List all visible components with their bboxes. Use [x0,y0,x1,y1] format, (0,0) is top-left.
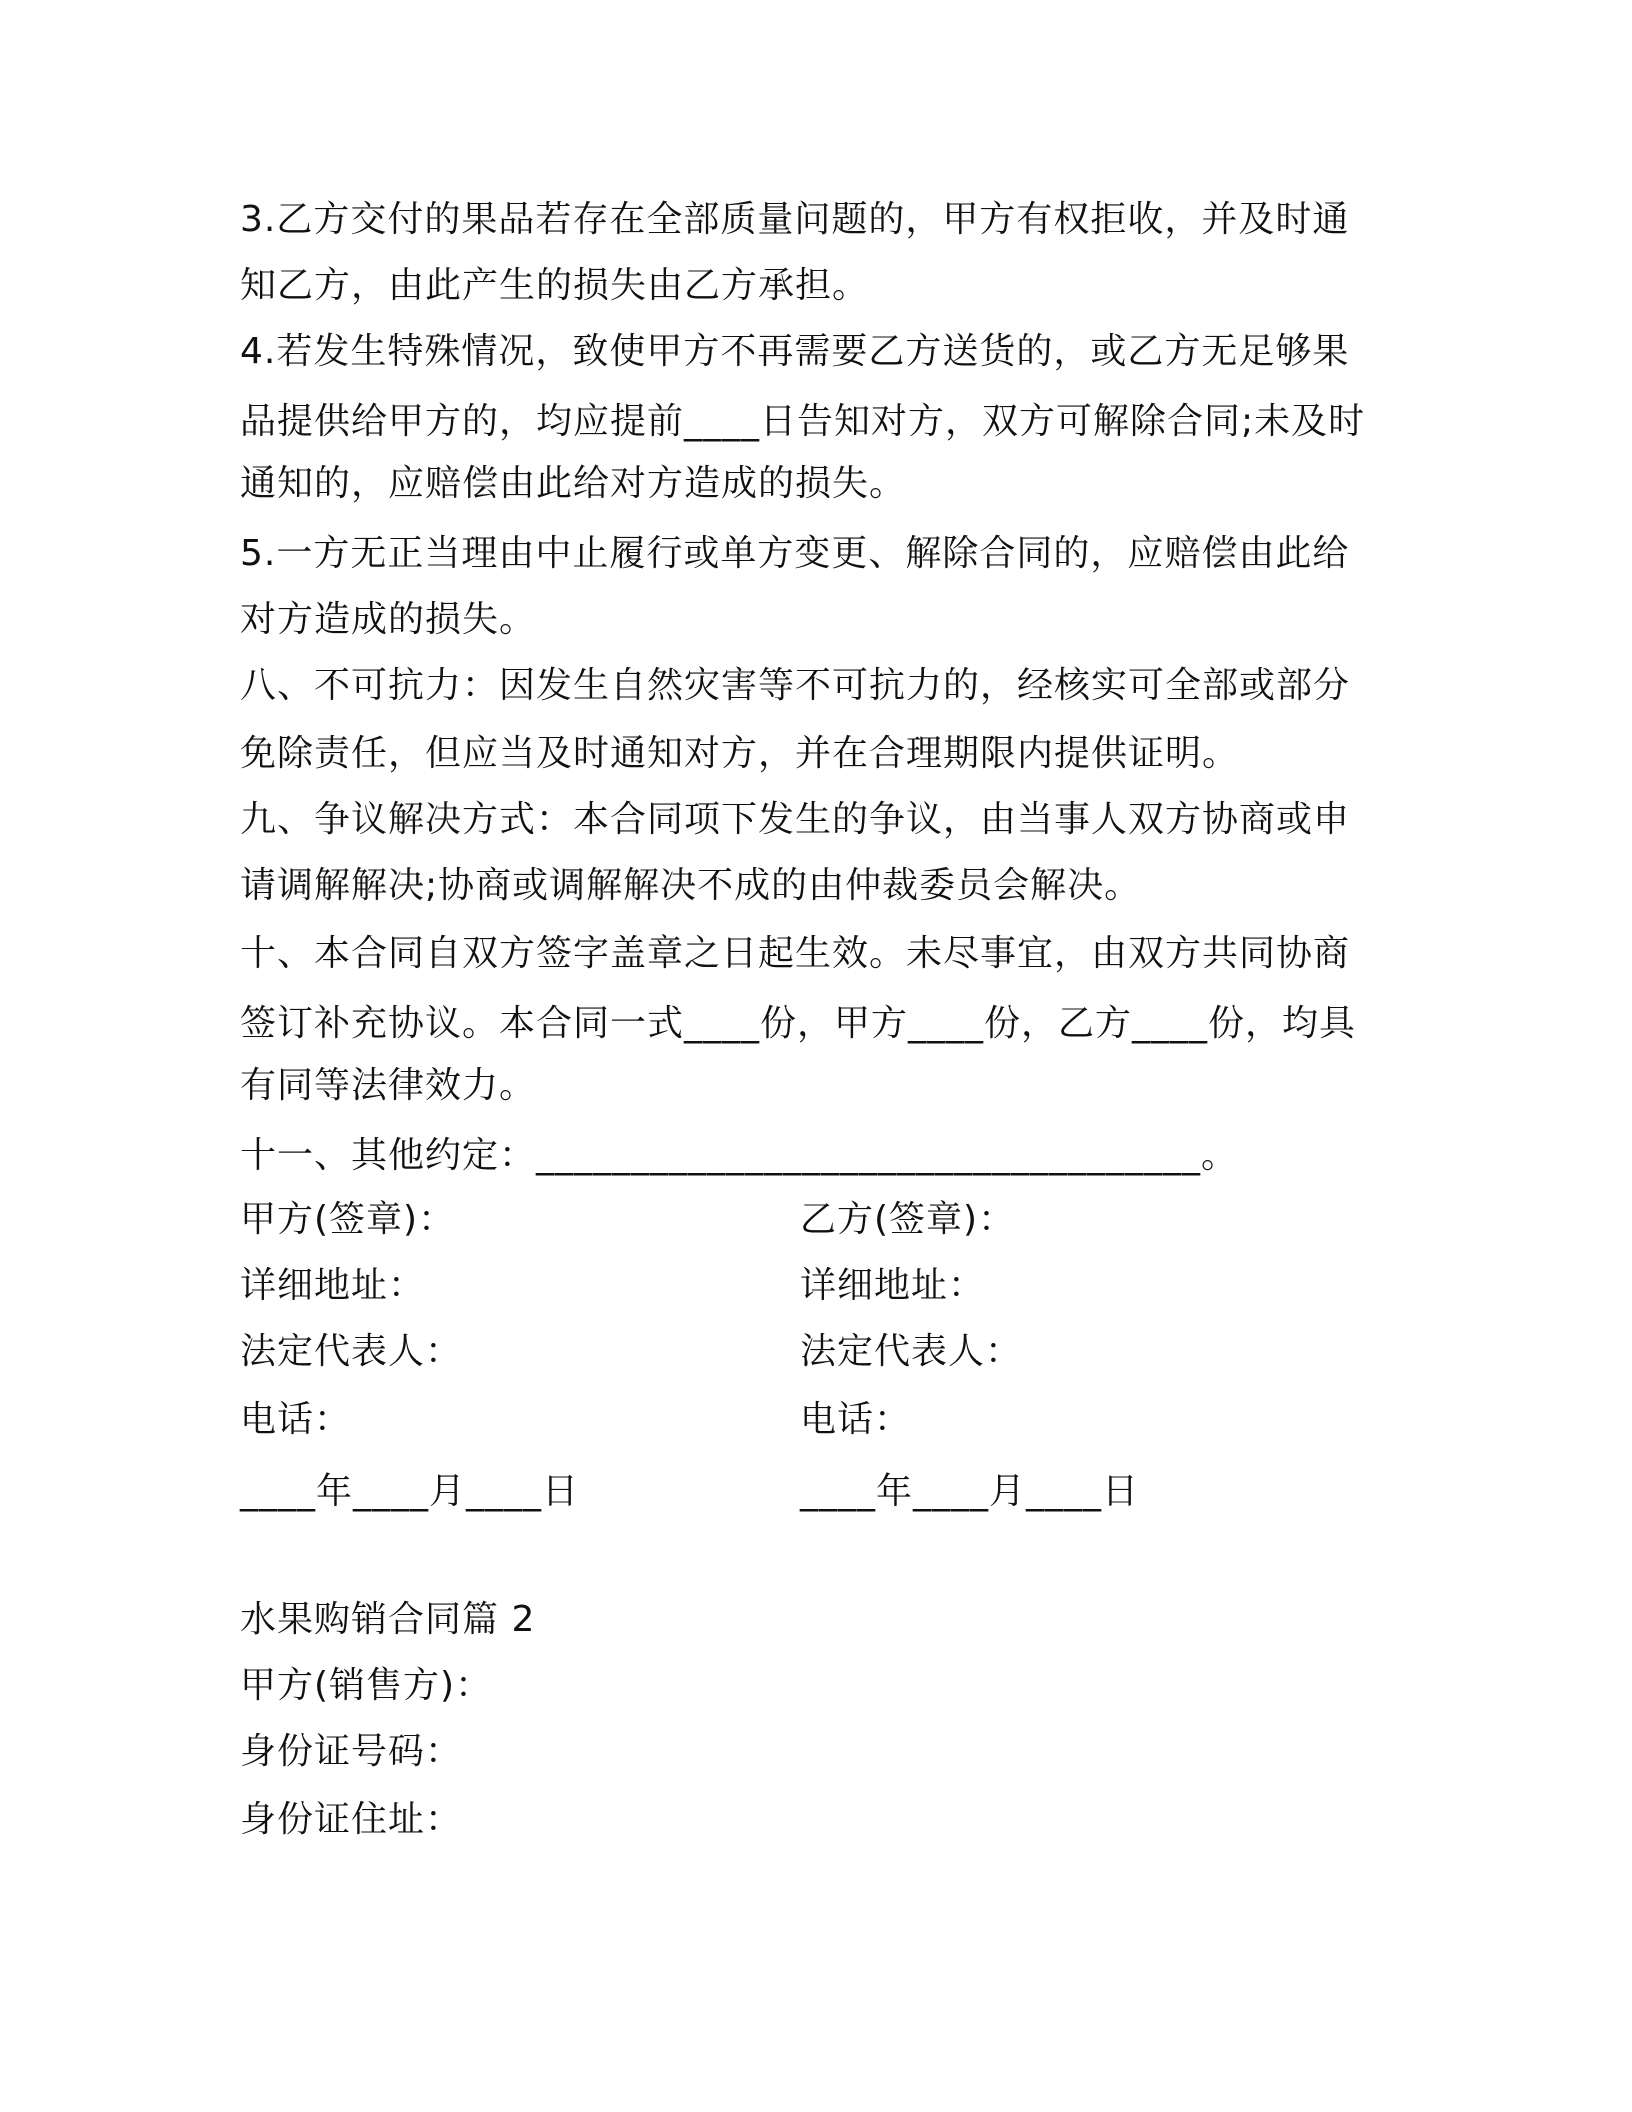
party-b-date: ____年____月____日 [800,1471,1140,1512]
section-2-title: 水果购销合同篇 2 [240,1599,536,1640]
party-b-signature: 乙方(签章)： [800,1199,1016,1240]
clause-3-line-1: 3.乙方交付的果品若存在全部质量问题的，甲方有权拒收，并及时通 [240,199,1350,240]
clause-10-line-1: 十、本合同自双方签字盖章之日起生效。未尽事宜，由双方共同协商 [240,933,1351,974]
id-address-line: 身份证住址： [240,1799,463,1840]
clause-4-line-2: 品提供给甲方的，均应提前____日告知对方，双方可解除合同;未及时 [240,401,1366,442]
party-b-address: 详细地址： [800,1265,986,1306]
clause-10-line-3: 有同等法律效力。 [240,1065,537,1106]
party-b-phone: 电话： [800,1399,912,1440]
seller-party-line: 甲方(销售方)： [240,1665,493,1706]
party-a-address: 详细地址： [240,1265,426,1306]
clause-10-line-2: 签订补充协议。本合同一式____份，甲方____份，乙方____份，均具 [240,1003,1357,1044]
clause-5-line-2: 对方造成的损失。 [240,599,537,640]
clause-4-line-1: 4.若发生特殊情况，致使甲方不再需要乙方送货的，或乙方无足够果 [240,331,1350,372]
party-a-representative: 法定代表人： [240,1331,463,1372]
clause-8-line-2: 免除责任，但应当及时通知对方，并在合理期限内提供证明。 [240,733,1240,774]
clause-5-line-1: 5.一方无正当理由中止履行或单方变更、解除合同的，应赔偿由此给 [240,533,1350,574]
clause-3-line-2: 知乙方，由此产生的损失由乙方承担。 [240,265,870,306]
clause-8-line-1: 八、不可抗力：因发生自然灾害等不可抗力的，经核实可全部或部分 [240,665,1351,706]
party-a-date: ____年____月____日 [240,1471,580,1512]
id-number-line: 身份证号码： [240,1731,463,1772]
clause-9-line-1: 九、争议解决方式：本合同项下发生的争议，由当事人双方协商或申 [240,799,1351,840]
party-a-signature: 甲方(签章)： [240,1199,456,1240]
clause-4-line-3: 通知的，应赔偿由此给对方造成的损失。 [240,463,907,504]
clause-11-line: 十一、其他约定：___________________________________。 [240,1135,1239,1176]
clause-9-line-2: 请调解解决;协商或调解解决不成的由仲裁委员会解决。 [240,865,1142,906]
party-a-phone: 电话： [240,1399,352,1440]
party-b-representative: 法定代表人： [800,1331,1023,1372]
